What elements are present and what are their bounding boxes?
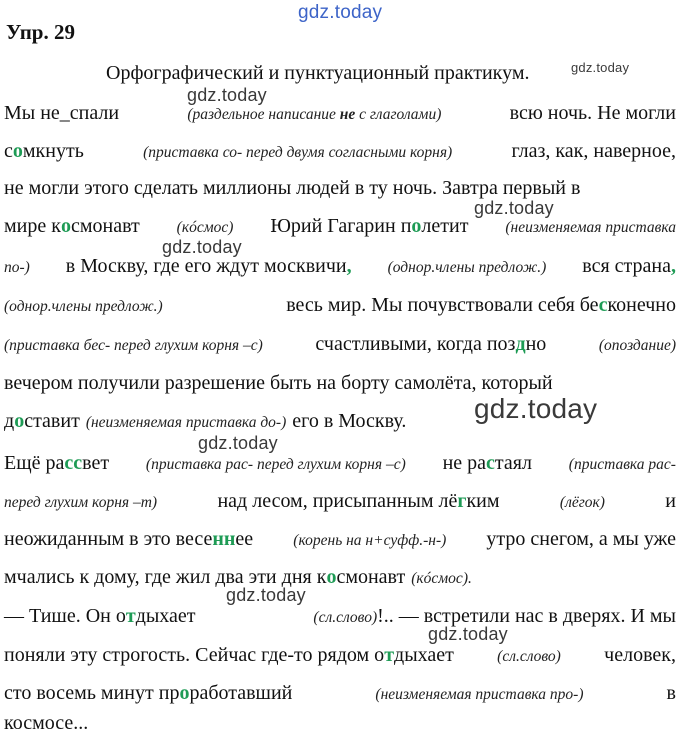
highlighted-comma: ,: [670, 255, 676, 277]
highlighted-letter: о: [60, 215, 71, 237]
text-line: по-) в Москву, где его ждут москвичи, (однор.члены предлож.) вся страна,: [4, 255, 676, 277]
text-line: неожиданным в это весеннее (корень на н+суфф.-н-) утро снегом, а мы уже: [4, 528, 676, 550]
watermark: gdz.today: [298, 2, 383, 23]
highlighted-letter: о: [14, 410, 25, 432]
text-line: мчались к дому, где жил два эти дня космонавт (кóсмос).: [4, 566, 472, 588]
watermark: gdz.today: [571, 60, 630, 75]
text-line: перед глухим корня –т) над лесом, присыпанным лёгким (лёгок) и: [4, 490, 676, 512]
highlighted-letter: с: [598, 294, 608, 316]
highlighted-letter: т: [384, 644, 395, 666]
watermark: gdz.today: [474, 393, 598, 424]
text-line: сто восемь минут проработавший (неизменяемая приставка про-) в: [4, 682, 676, 704]
text-line: (приставка бес- перед глухим корня –с) счастливыми, когда поздно (опоздание): [4, 333, 676, 355]
text-line: (однор.члены предлож.) весь мир. Мы почувствовали себя бесконечно: [4, 294, 676, 316]
highlighted-letter: сс: [64, 452, 83, 474]
text-line: — Тише. Он отдыхает (сл.слово)!.. — встретили нас в дверях. И мы: [4, 605, 676, 627]
highlighted-letter: с: [486, 452, 495, 474]
text-line: космосе...: [4, 712, 89, 734]
text-line: доставит (неизменяемая приставка до-) его в Москву.: [4, 410, 407, 432]
highlighted-letter: о: [411, 215, 422, 237]
text-line: поняли эту строгость. Сейчас где-то рядом отдыхает (сл.слово) человек,: [4, 644, 676, 666]
watermark: gdz.today: [162, 237, 242, 257]
highlighted-letter: о: [12, 140, 23, 162]
text-line: мире космонавт (кóсмос) Юрий Гагарин полетит (неизменяемая приставка: [4, 215, 676, 237]
exercise-title: Упр. 29: [6, 20, 75, 44]
highlighted-letter: д: [515, 333, 526, 355]
watermark: gdz.today: [226, 585, 306, 605]
text-line: Ещё рассвет (приставка рас- перед глухим корня –с) не растаял (приставка рас-: [4, 452, 676, 474]
exercise-subtitle: Орфографический и пунктуационный практикум.: [106, 62, 530, 84]
text-line: вечером получили разрешение быть на борту самолёта, который: [4, 372, 553, 394]
highlighted-letter: т: [125, 605, 136, 627]
watermark: gdz.today: [198, 433, 278, 453]
highlighted-letter: нн: [212, 528, 236, 550]
highlighted-letter: г: [457, 490, 467, 512]
text-line: не могли этого сделать миллионы людей в ту ночь. Завтра первый в: [4, 177, 581, 199]
text-line: Мы не_спали (раздельное написание не с глаголами) всю ночь. Не могли: [4, 102, 676, 124]
highlighted-comma: ,: [346, 255, 352, 277]
highlighted-letter: о: [179, 682, 190, 704]
watermark: gdz.today: [428, 624, 508, 644]
highlighted-letter: о: [326, 566, 337, 588]
text-line: сомкнуть (приставка со- перед двумя согласными корня) глаз, как, наверное,: [4, 140, 676, 162]
watermark: gdz.today: [474, 198, 554, 218]
watermark: gdz.today: [187, 85, 267, 105]
